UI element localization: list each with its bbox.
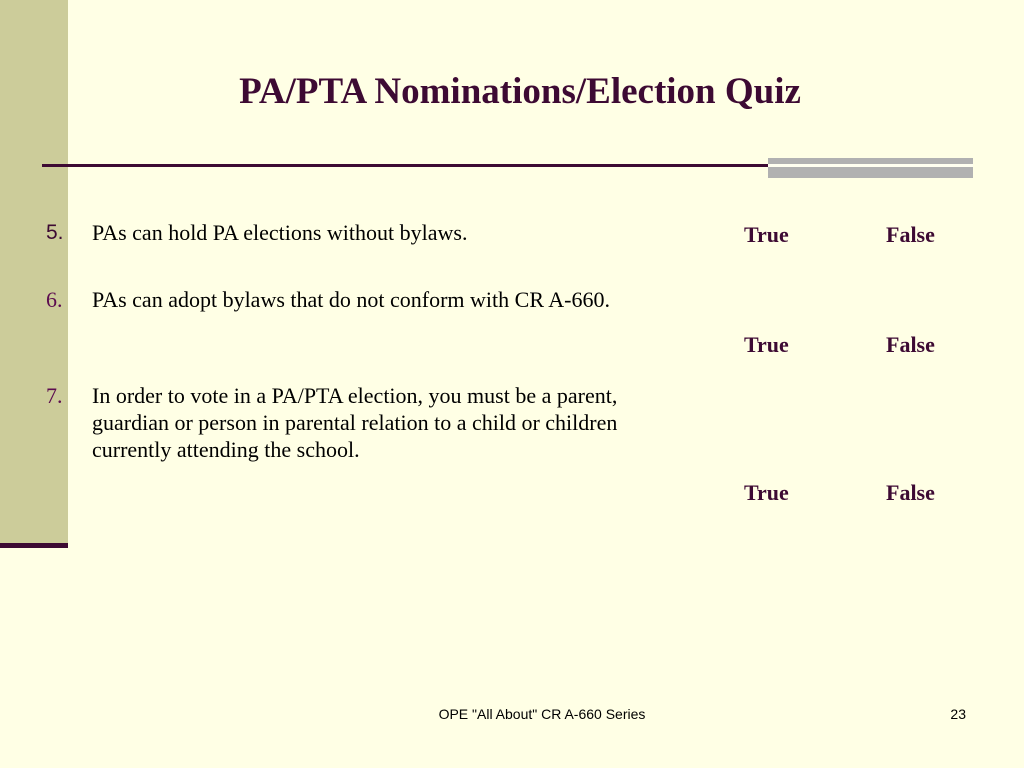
- answer-false-7[interactable]: False: [886, 480, 935, 505]
- question-text: In order to vote in a PA/PTA election, you must be a parent, guardian or person in parental relation to a child or children currently attending the school.: [92, 383, 618, 462]
- slide-footer: OPE "All About" CR A-660 Series: [438, 706, 646, 722]
- question-text: PAs can hold PA elections without bylaws.: [92, 220, 468, 245]
- question-number: 7.: [46, 383, 63, 408]
- answer-false-5[interactable]: False: [886, 222, 935, 247]
- slide-title: PA/PTA Nominations/Election Quiz: [239, 71, 801, 112]
- answer-true-6[interactable]: True: [744, 332, 789, 357]
- answer-true-7[interactable]: True: [744, 480, 789, 505]
- answer-false-6[interactable]: False: [886, 332, 935, 357]
- side-band-underline: [0, 543, 68, 548]
- question-5: [46, 219, 676, 246]
- question-6: [46, 286, 676, 313]
- question-number: 6.: [46, 287, 63, 312]
- title-divider-accent: [768, 158, 973, 178]
- page-number: 23: [950, 706, 966, 722]
- question-text: PAs can adopt bylaws that do not conform with CR A-660.: [92, 287, 610, 312]
- question-7: [46, 382, 676, 463]
- question-number: 5.: [46, 221, 64, 244]
- title-divider: [42, 164, 774, 167]
- answer-true-5[interactable]: True: [744, 222, 789, 247]
